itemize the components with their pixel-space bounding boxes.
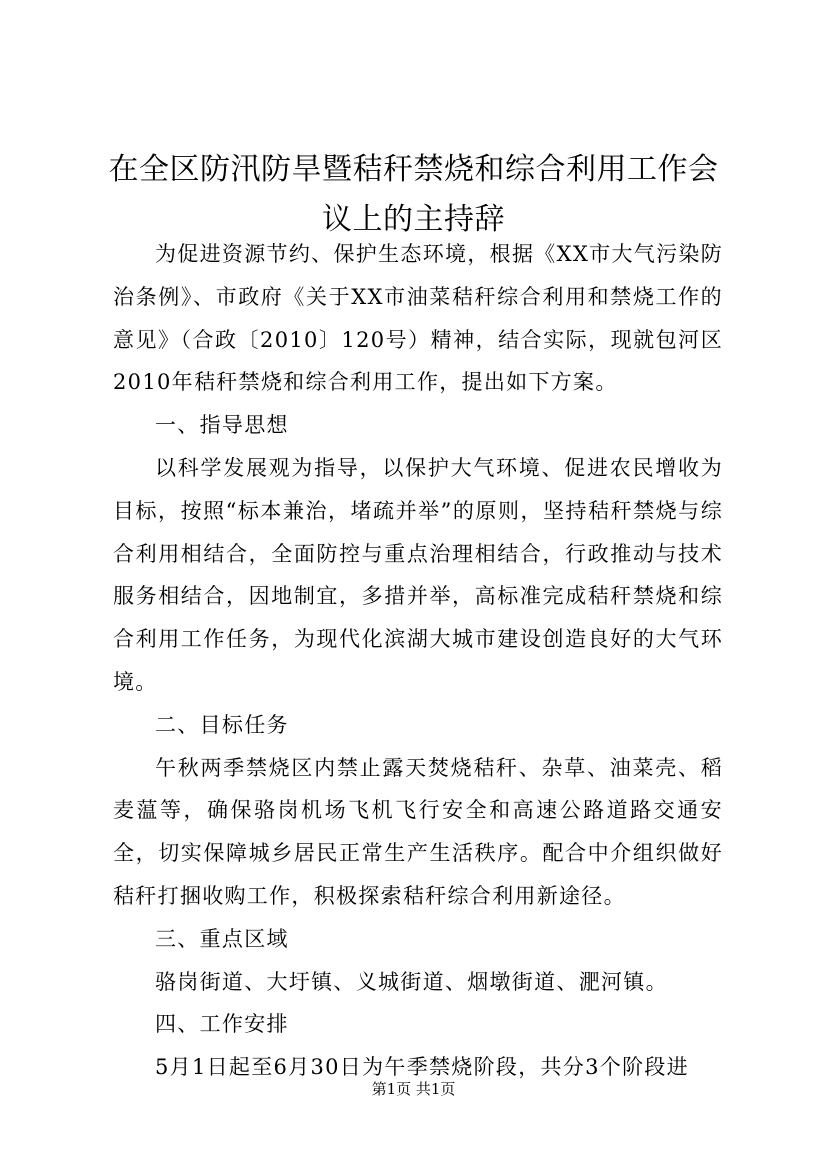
section-heading-3: 三、重点区域 (155, 926, 289, 951)
paragraph-schedule: 5月1日起至6月30日为午季禁烧阶段，共分3个阶段进 (155, 1055, 689, 1080)
page-number: 第1页 共1页 (371, 1080, 456, 1098)
document-title: 在全区防汛防旱暨秸秆禁烧和综合利用工作会议上的主持辞 (108, 152, 719, 237)
section-heading-1: 一、指导思想 (155, 413, 289, 438)
section-heading-2: 二、目标任务 (155, 712, 289, 737)
document-body (113, 233, 723, 1089)
paragraph-key-areas: 骆岗街道、大圩镇、义城街道、烟墩街道、淝河镇。 (155, 969, 668, 994)
paragraph-intro: 为促进资源节约、保护生态环境，根据《XX市大气污染防治条例》、市政府《关于XX市油菜秸秆综合利用和禁烧工作的意见》（合政〔2010〕120号）精神，结合实际，现就包河区2010年秸秆禁烧和综合利用工作，提出如下方案。 (113, 242, 723, 395)
paragraph-guiding-thought: 以科学发展观为指导，以保护大气环境、促进农民增收为目标，按照“标本兼治，堵疏并举”的原则，坚持秸秆禁烧与综合利用相结合，全面防控与重点治理相结合，行政推动与技术服务相结合，因地制宜，多措并举，高标准完成秸秆禁烧和综合利用工作任务，为现代化滨湖大城市建设创造良好的大气环境。 (113, 455, 723, 694)
section-heading-4: 四、工作安排 (155, 1012, 289, 1037)
paragraph-targets: 午秋两季禁烧区内禁止露天焚烧秸秆、杂草、油菜壳、稻麦蕰等，确保骆岗机场飞机飞行安全和高速公路道路交通安全，切实保障城乡居民正常生产生活秩序。配合中介组织做好秸秆打捆收购工作，积极探索秸秆综合利用新途径。 (113, 755, 723, 908)
